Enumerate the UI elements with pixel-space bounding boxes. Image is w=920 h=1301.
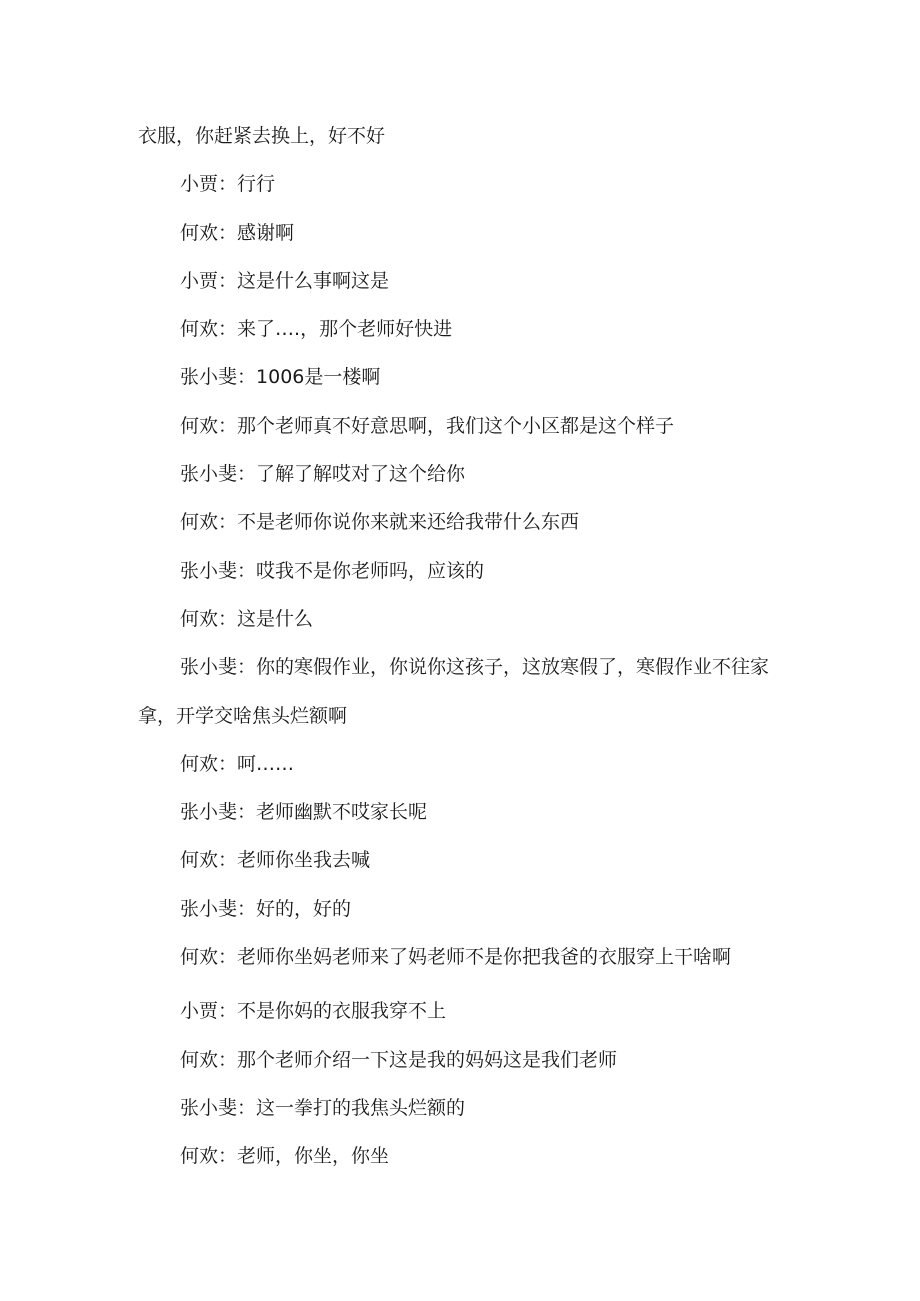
speaker-separator: ： [237, 656, 257, 679]
speaker-separator: ： [218, 1000, 238, 1023]
dialogue-line [138, 257, 778, 305]
speaker-separator: ： [237, 559, 257, 582]
speaker-separator: ： [218, 607, 238, 630]
dialogue-line [138, 402, 778, 450]
speaker-name: 张小斐 [180, 801, 238, 824]
speaker-separator: ： [218, 752, 238, 775]
speaker-separator: ： [218, 511, 238, 534]
dialogue-text: 了解了解哎对了这个给你 [256, 463, 466, 486]
opening-line: 衣服，你赶紧去换上，好不好 [138, 125, 386, 147]
dialogue-text: 不是老师你说你来就来还给我带什么东西 [237, 511, 580, 534]
speaker-name: 何欢 [180, 946, 219, 969]
dialogue-text: 那个老师真不好意思啊，我们这个小区都是这个样子 [237, 414, 675, 437]
speaker-name: 何欢 [180, 414, 219, 437]
speaker-name: 张小斐 [180, 656, 238, 679]
dialogue-line [138, 788, 778, 836]
speaker-name: 张小斐 [180, 1096, 238, 1119]
speaker-separator: ： [218, 221, 238, 244]
dialogue-line [138, 1132, 778, 1180]
dialogue-line [138, 209, 778, 257]
dialogue-text: 老师你坐妈老师来了妈老师不是你把我爸的衣服穿上干啥啊 [237, 946, 732, 969]
dialogue-line [138, 885, 778, 933]
speaker-name: 何欢 [180, 1048, 219, 1071]
speaker-separator: ： [218, 1145, 238, 1168]
speaker-name: 张小斐 [180, 463, 238, 486]
dialogue-text: 好的，好的 [256, 897, 352, 920]
dialogue-line [138, 160, 778, 208]
dialogue-text: 感谢啊 [237, 221, 295, 244]
speaker-separator: ： [218, 946, 238, 969]
speaker-name: 张小斐 [180, 897, 238, 920]
dialogue-text: 行行 [237, 173, 276, 196]
dialogue-text: 呵…… [237, 752, 295, 775]
dialogue-line [138, 353, 778, 401]
dialogue-text: 老师你坐我去喊 [237, 849, 371, 872]
speaker-name: 小贾 [180, 269, 219, 292]
dialogue-line [138, 305, 778, 353]
dialogue-line [138, 498, 778, 546]
speaker-name: 何欢 [180, 607, 219, 630]
speaker-separator: ： [237, 463, 257, 486]
speaker-name: 张小斐 [180, 366, 238, 389]
dialogue-text: 这是什么 [237, 607, 314, 630]
speaker-separator: ： [237, 801, 257, 824]
dialogue-text: 哎我不是你老师吗，应该的 [256, 559, 485, 582]
speaker-name: 小贾 [180, 173, 219, 196]
dialogue-line [138, 547, 778, 595]
speaker-separator: ： [218, 173, 238, 196]
dialogue-text: 不是你妈的衣服我穿不上 [237, 1000, 447, 1023]
dialogue-line [138, 1084, 778, 1132]
dialogue-text: 来了….，那个老师好快进 [237, 318, 453, 341]
dialogue-line [138, 1036, 778, 1084]
dialogue-text: 那个老师介绍一下这是我的妈妈这是我们老师 [237, 1048, 618, 1071]
speaker-separator: ： [218, 414, 238, 437]
dialogue-line [138, 740, 778, 788]
speaker-name: 何欢 [180, 511, 219, 534]
dialogue-line [138, 643, 778, 740]
dialogue-line [138, 595, 778, 643]
speaker-name: 何欢 [180, 221, 219, 244]
speaker-name: 何欢 [180, 752, 219, 775]
dialogue-line [138, 836, 778, 884]
dialogue-text: 这是什么事啊这是 [237, 269, 390, 292]
speaker-separator: ： [218, 1048, 238, 1071]
speaker-separator: ： [237, 1096, 257, 1119]
dialogue-text: 1006是一楼啊 [256, 366, 381, 389]
dialogue-text: 老师幽默不哎家长呢 [256, 801, 428, 824]
speaker-name: 张小斐 [180, 559, 238, 582]
dialogue-line [138, 933, 778, 981]
speaker-separator: ： [218, 318, 238, 341]
speaker-name: 何欢 [180, 1145, 219, 1168]
speaker-separator: ： [237, 897, 257, 920]
speaker-separator: ： [218, 849, 238, 872]
speaker-name: 小贾 [180, 1000, 219, 1023]
dialogue-line [138, 450, 778, 498]
speaker-separator: ： [218, 269, 238, 292]
dialogue-text: 你的寒假作业，你说你这孩子，这放寒假了，寒假作业不往家拿，开学交啥焦头烂额啊 [138, 656, 770, 727]
speaker-name: 何欢 [180, 318, 219, 341]
speaker-separator: ： [237, 366, 257, 389]
dialogue-text: 老师，你坐，你坐 [237, 1145, 390, 1168]
script-text-body [138, 112, 778, 1181]
dialogue-line [138, 987, 778, 1035]
speaker-name: 何欢 [180, 849, 219, 872]
dialogue-text: 这一拳打的我焦头烂额的 [256, 1096, 466, 1119]
